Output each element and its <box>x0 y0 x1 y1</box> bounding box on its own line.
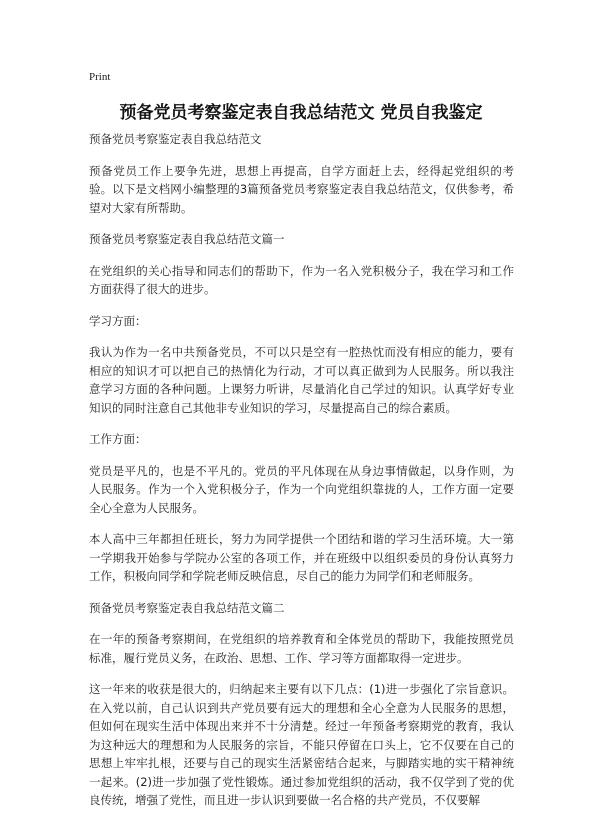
paragraph: 在一年的预备考察期间，在党组织的培养教育和全体党员的帮助下，我能按照党员标准，履行党员义务，在政治、思想、工作、学习等方面都取得一定进步。 <box>89 632 514 665</box>
document-body <box>89 130 514 823</box>
page-title: 预备党员考察鉴定表自我总结范文 党员自我鉴定 <box>119 103 483 123</box>
section-heading-part-one: 预备党员考察鉴定表自我总结范文篇一 <box>89 232 285 246</box>
paragraph-subtitle: 预备党员考察鉴定表自我总结范文 <box>89 132 262 146</box>
section-heading-work: 工作方面： <box>89 432 147 446</box>
print-label: Print <box>89 71 111 83</box>
paragraph: 党员是平凡的，也是不平凡的。党员的平凡体现在从身边事情做起，以身作则，为人民服务。作为一个入党积极分子，作为一个向党组织靠拢的人，工作方面一定要全心全意为人民服务。 <box>89 463 514 515</box>
section-heading-study: 学习方面： <box>89 313 147 328</box>
paragraph: 在党组织的关心指导和同志们的帮助下，作为一名入党积极分子，我在学习和工作方面获得了很大的进步。 <box>89 263 514 296</box>
section-heading-part-two: 预备党员考察鉴定表自我总结范文篇二 <box>89 600 285 615</box>
paragraph-intro: 预备党员工作上要争先进，思想上再提高，自学方面赶上去，经得起党组织的考验。以下是文档网小编整理的3篇预备党员考察鉴定表自我总结范文，仅供参考，希望对大家有所帮助。 <box>89 163 514 215</box>
paragraph: 这一年来的收获是很大的，归纳起来主要有以下几点：(1)进一步强化了宗旨意识。在入党以前，自己认识到共产党员要有远大的理想和全心全意为人民服务的思想，但如何在现实生活中体现出来并不十分清楚。经过一年预备考察期党的教育，我认为这种远大的理想和为人民服务的宗旨，不能只停留在口头上，它不仅要在自己的思想上牢牢扎根，还要与自己的现实生活紧密结合起来，与脚踏实地的实干精神统一起来。(2)进一步加强了党性锻炼。通过参加党组织的活动，我不仅学到了党的优良传统，增强了党性，而且进一步认识到要做一名合格的共产党员，不仅要解 <box>89 682 514 807</box>
paragraph: 我认为作为一名中共预备党员，不可以只是空有一腔热忱而没有相应的能力，要有相应的知识才可以把自己的热情化为行动，才可以真正做到为人民服务。所以我注意学习方面的各种问题。上课努力听讲，尽量消化自己学过的知识。认真学好专业知识的同时注意自己其他非专业知识的学习，尽量提高自己的综合素质。 <box>89 345 514 415</box>
paragraph: 本人高中三年都担任班长，努力为同学提供一个团结和谐的学习生活环境。大一第一学期我开始参与学院办公室的各项工作，并在班级中以组织委员的身份认真努力工作，积极向同学和学院老师反映信息，尽自己的能力为同学们和老师服务。 <box>89 532 514 583</box>
